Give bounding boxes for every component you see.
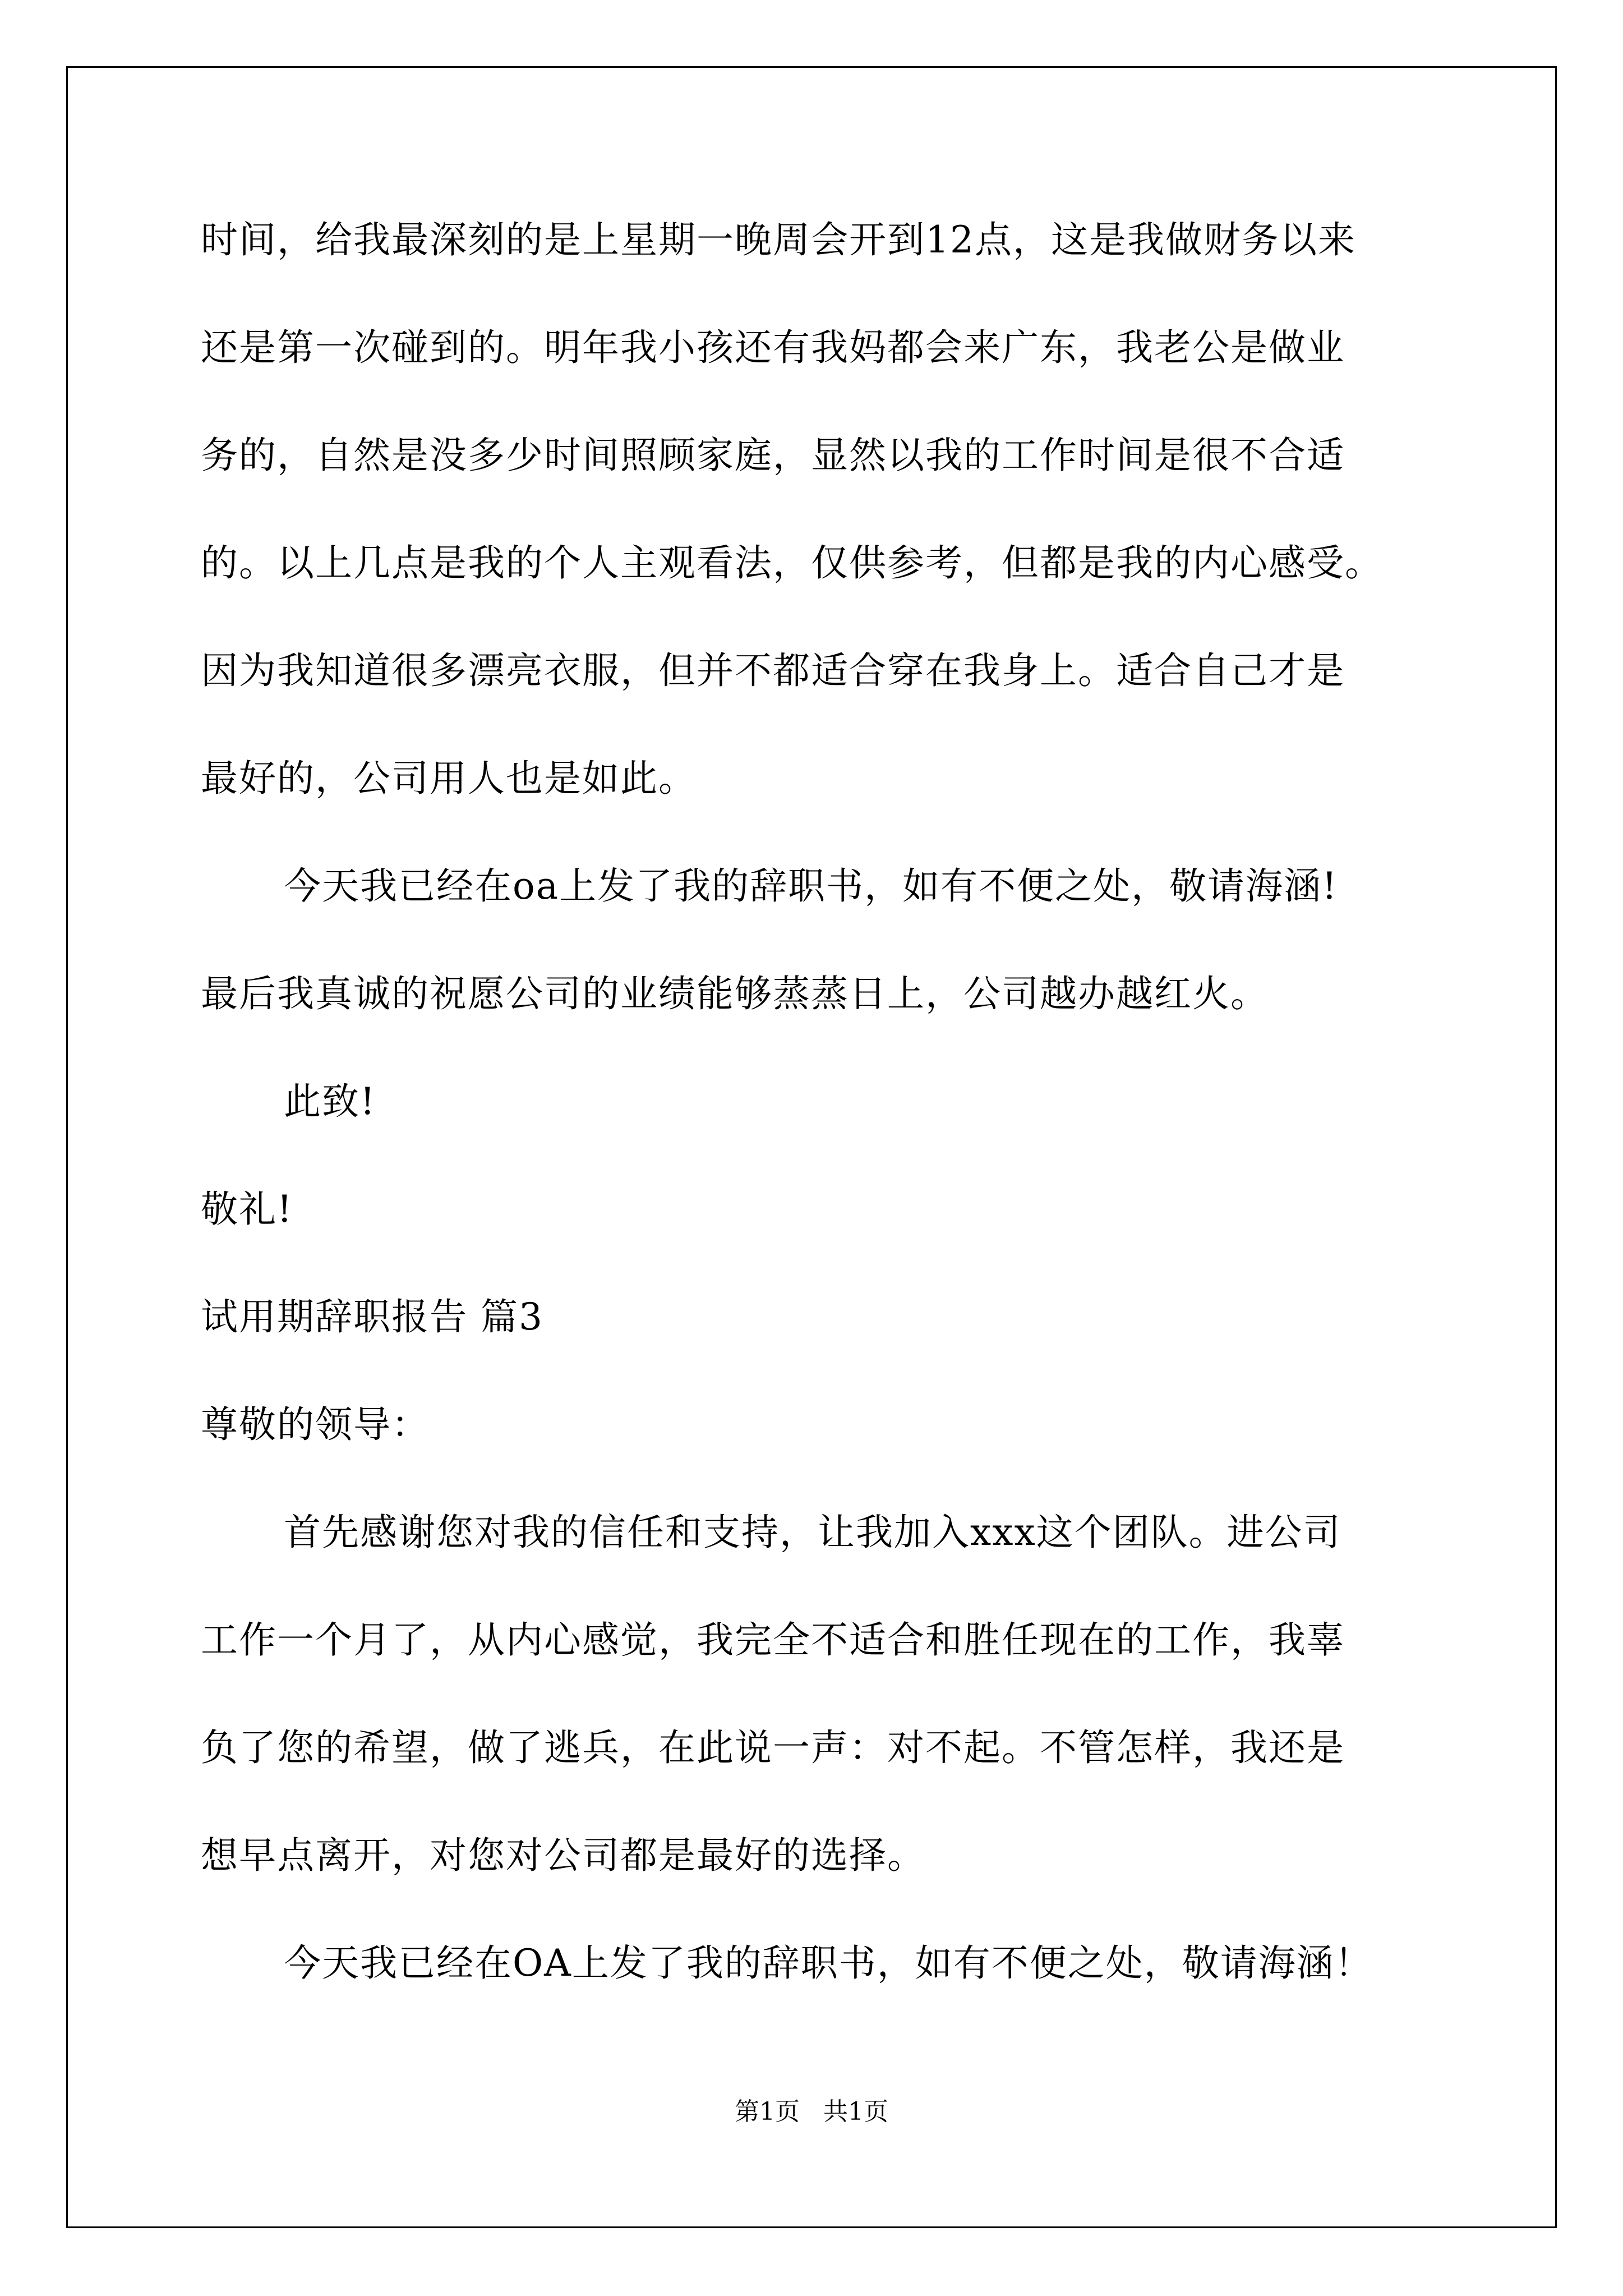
page-number: 第1页 共1页 xyxy=(735,2097,888,2126)
closing-regards: 敬礼! xyxy=(201,1188,293,1231)
text-line: 的。以上几点是我的个人主观看法，仅供参考，但都是我的内心感受。 xyxy=(201,541,1383,585)
text-line: 想早点离开，对您对公司都是最好的选择。 xyxy=(201,1834,925,1877)
text-line: 负了您的希望，做了逃兵，在此说一声：对不起。不管怎样，我还是 xyxy=(201,1726,1345,1769)
text-line: 最后我真诚的祝愿公司的业绩能够蒸蒸日上，公司越办越红火。 xyxy=(201,972,1269,1015)
section-heading: 试用期辞职报告 篇3 xyxy=(201,1295,543,1338)
closing-salutation: 此致! xyxy=(284,1080,376,1123)
greeting: 尊敬的领导： xyxy=(201,1403,430,1446)
text-line: 时间，给我最深刻的是上星期一晚周会开到12点，这是我做财务以来 xyxy=(201,218,1356,261)
paragraph-start: 今天我已经在oa上发了我的辞职书，如有不便之处，敬请海涵! xyxy=(284,864,1338,908)
text-line: 工作一个月了，从内心感觉，我完全不适合和胜任现在的工作，我辜 xyxy=(201,1618,1345,1662)
text-line: 务的，自然是没多少时间照顾家庭，显然以我的工作时间是很不合适 xyxy=(201,434,1345,477)
paragraph-start: 今天我已经在OA上发了我的辞职书，如有不便之处，敬请海涵！ xyxy=(284,1941,1373,1985)
text-line: 因为我知道很多漂亮衣服，但并不都适合穿在我身上。适合自己才是 xyxy=(201,649,1345,692)
document-body xyxy=(201,213,1435,2044)
text-line: 还是第一次碰到的。明年我小孩还有我妈都会来广东，我老公是做业 xyxy=(201,326,1345,369)
text-line: 最好的，公司用人也是如此。 xyxy=(201,757,697,800)
page-footer xyxy=(0,2095,1623,2129)
paragraph-start: 首先感谢您对我的信任和支持，让我加入xxx这个团队。进公司 xyxy=(284,1511,1341,1554)
